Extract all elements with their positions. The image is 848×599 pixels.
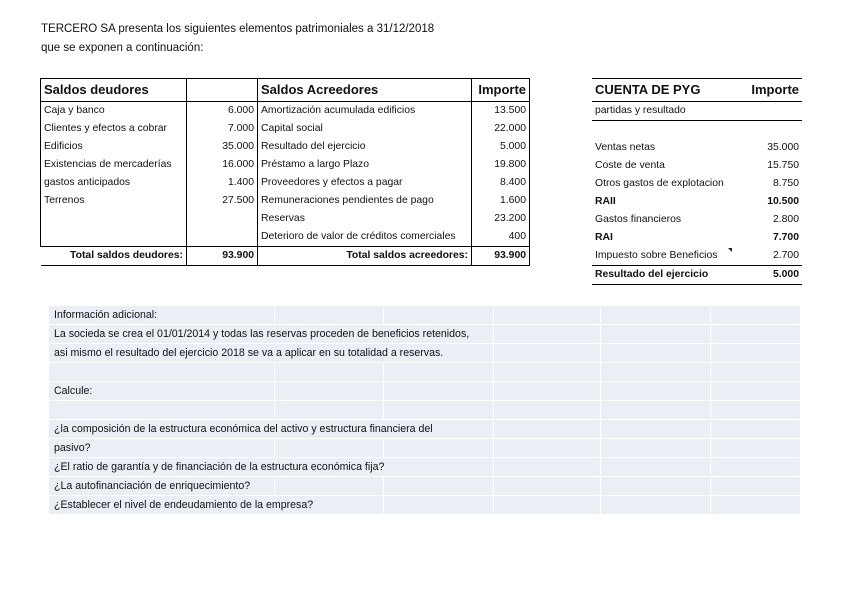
acreedor-name: Proveedores y efectos a pagar	[258, 174, 472, 192]
deudor-name: Existencias de mercaderías	[41, 156, 187, 174]
pyg-row-label: Impuesto sobre Beneficios	[592, 247, 736, 266]
info-line: Calcule:	[54, 382, 95, 400]
deudor-value: 16.000	[187, 156, 258, 174]
header-importe: Importe	[472, 79, 530, 102]
pyg-spacer	[592, 121, 736, 140]
deudor-name: Edificios	[41, 138, 187, 156]
balance-row	[41, 228, 530, 247]
acreedor-value: 19.800	[472, 156, 530, 174]
balance-row	[41, 120, 530, 138]
pyg-spacer-row	[592, 121, 802, 140]
pyg-row-label: Gastos financieros	[595, 214, 682, 225]
info-line: pasivo?	[54, 439, 94, 457]
balance-row	[41, 210, 530, 228]
pyg-row-label: RAI	[595, 232, 613, 243]
pyg-subheader: partidas y resultado	[592, 102, 736, 121]
grid-line	[49, 362, 800, 363]
deudor-name: gastos anticipados	[41, 174, 187, 192]
pyg-spacer	[736, 121, 802, 140]
balance-table	[40, 78, 530, 266]
info-line: asi mismo el resultado del ejercicio 2018 se va a aplicar en su totalidad a reservas.	[54, 344, 446, 362]
acreedor-name: Remuneraciones pendientes de pago	[258, 192, 472, 210]
balance-row	[41, 102, 530, 121]
pyg-row	[592, 157, 802, 175]
acreedor-name: Deterioro de valor de créditos comerciales	[258, 228, 472, 247]
pyg-row-value: 7.700	[772, 232, 799, 243]
intro-text	[41, 20, 434, 58]
total-deudores-value: 93.900	[187, 247, 258, 266]
acreedor-name: Préstamo a largo Plazo	[258, 156, 472, 174]
balance-row	[41, 192, 530, 210]
info-line: Información adicional:	[54, 306, 160, 324]
total-acreedores-label: Total saldos acreedores:	[258, 247, 472, 266]
deudor-value: 1.400	[187, 174, 258, 192]
acreedor-name: Amortización acumulada edificios	[258, 102, 472, 121]
pyg-table	[592, 78, 802, 285]
pyg-body	[592, 102, 802, 266]
pyg-result-value: 5.000	[736, 266, 802, 285]
deudor-name: Clientes y efectos a cobrar	[41, 120, 187, 138]
comment-indicator-icon	[728, 248, 732, 252]
acreedor-value: 1.600	[472, 192, 530, 210]
acreedor-name: Resultado del ejercicio	[258, 138, 472, 156]
balance-row	[41, 156, 530, 174]
total-deudores-label: Total saldos deudores:	[41, 247, 187, 266]
header-blank	[187, 79, 258, 102]
acreedor-value: 13.500	[472, 102, 530, 121]
pyg-result-row	[592, 266, 802, 285]
deudor-name: Caja y banco	[41, 102, 187, 121]
acreedor-name: Capital social	[258, 120, 472, 138]
balance-total-row	[41, 247, 530, 266]
deudor-name: Terrenos	[41, 192, 187, 210]
balance-body	[41, 102, 530, 247]
grid-line	[49, 514, 800, 515]
deudor-name	[41, 210, 187, 228]
pyg-row	[592, 139, 802, 157]
pyg-row	[592, 211, 802, 229]
pyg-row-label: Otros gastos de explotacion	[595, 178, 724, 189]
pyg-row-label: Coste de venta	[595, 160, 665, 171]
pyg-header-importe: Importe	[736, 79, 802, 102]
pyg-result-label: Resultado del ejercicio	[592, 266, 736, 285]
pyg-title: CUENTA DE PYG	[592, 79, 736, 102]
balance-row	[41, 174, 530, 192]
pyg-row-label: Ventas netas	[595, 142, 656, 153]
header-saldos-deudores: Saldos deudores	[41, 79, 187, 102]
grid-line	[49, 438, 800, 439]
additional-info-panel	[49, 306, 800, 514]
acreedor-value: 400	[472, 228, 530, 247]
pyg-row-value: 8.750	[772, 178, 799, 189]
pyg-row	[592, 229, 802, 247]
info-line: ¿La autofinanciación de enriquecimiento?	[54, 477, 253, 495]
grid-line	[49, 400, 800, 401]
acreedor-value: 23.200	[472, 210, 530, 228]
pyg-row-label: RAII	[595, 196, 616, 207]
pyg-row-value: 2.700	[772, 250, 799, 261]
acreedor-value: 5.000	[472, 138, 530, 156]
balance-row	[41, 138, 530, 156]
pyg-row-value: 35.000	[767, 142, 799, 153]
deudor-value	[187, 228, 258, 247]
info-line: La socieda se crea el 01/01/2014 y todas las reservas proceden de beneficios retenidos,	[54, 325, 472, 343]
intro-line-1: TERCERO SA presenta los siguientes elementos patrimoniales a 31/12/2018	[41, 23, 435, 35]
info-line: ¿Establecer el nivel de endeudamiento de la empresa?	[54, 496, 316, 514]
pyg-row	[592, 175, 802, 193]
deudor-name	[41, 228, 187, 247]
acreedor-name: Reservas	[258, 210, 472, 228]
grid-line	[600, 306, 601, 514]
pyg-row-value: 2.800	[772, 214, 799, 225]
pyg-row	[592, 193, 802, 211]
pyg-row	[592, 247, 802, 266]
pyg-row-value: 15.750	[767, 160, 799, 171]
grid-line	[493, 306, 494, 514]
grid-line	[49, 381, 800, 382]
acreedor-value: 22.000	[472, 120, 530, 138]
pyg-subheader-blank	[736, 102, 802, 121]
info-line: ¿El ratio de garantía y de financiación de la estructura económica fija?	[54, 458, 387, 476]
pyg-row-value: 10.500	[767, 196, 799, 207]
info-line: ¿la composición de la estructura económica del activo y estructura financiera del	[54, 420, 436, 438]
acreedor-value: 8.400	[472, 174, 530, 192]
deudor-value: 35.000	[187, 138, 258, 156]
deudor-value: 7.000	[187, 120, 258, 138]
total-acreedores-value: 93.900	[472, 247, 530, 266]
deudor-value: 6.000	[187, 102, 258, 121]
deudor-value: 27.500	[187, 192, 258, 210]
intro-line-2: que se exponen a continuación:	[41, 42, 204, 54]
pyg-subheader-row	[592, 102, 802, 121]
grid-line	[710, 306, 711, 514]
header-saldos-acreedores: Saldos Acreedores	[258, 79, 472, 102]
deudor-value	[187, 210, 258, 228]
